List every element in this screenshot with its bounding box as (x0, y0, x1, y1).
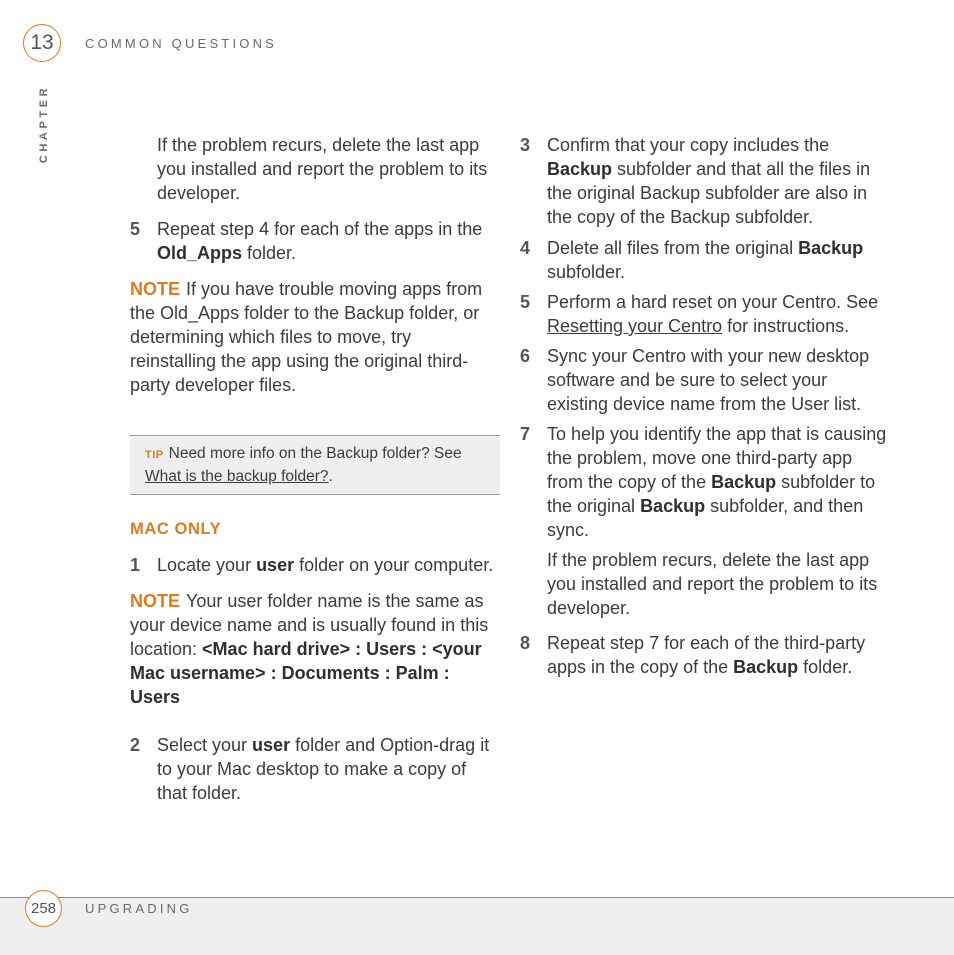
step-number: 3 (520, 135, 531, 155)
note-label: NOTE (130, 279, 181, 299)
left-column (130, 133, 500, 805)
chapter-number-badge: 13 (23, 24, 61, 62)
step-number: 5 (520, 292, 531, 312)
resetting-centro-link[interactable]: Resetting your Centro (547, 316, 723, 336)
step-4-delete-files: 4 Delete all files from the original Backup subfolder. (520, 238, 864, 282)
tip-label: TIP (145, 449, 164, 461)
note-trouble-moving: NOTE If you have trouble moving apps from the Old_Apps folder to the Backup folder, or determining which files to move, try reinstalling the app using the original third-party developer files. (130, 279, 483, 395)
step-number: 2 (130, 735, 141, 755)
step-6-sync: 6 Sync your Centro with your new desktop software and be sure to select your existing device name from the User list. (520, 346, 870, 414)
step-5-hard-reset: 5 Perform a hard reset on your Centro. See Resetting your Centro for instructions. (520, 292, 879, 336)
backup-folder-link[interactable]: What is the backup folder? (145, 468, 329, 485)
recur-paragraph: If the problem recurs, delete the last app you installed and report the problem to its developer. (547, 550, 878, 618)
step-8-repeat: 8 Repeat step 7 for each of the third-party apps in the copy of the Backup folder. (520, 633, 866, 677)
step-5-old-apps: 5 Repeat step 4 for each of the apps in the Old_Apps folder. (130, 219, 483, 263)
chapter-label: CHAPTER (38, 84, 50, 164)
step-1-locate-user: 1 Locate your user folder on your computer. (130, 555, 494, 575)
note-user-folder-location: NOTE Your user folder name is the same as your device name and is usually found in this location: <Mac hard drive> : Users : <your Mac username> : Documents : Palm : Users (130, 591, 489, 707)
step-number: 5 (130, 219, 141, 239)
step-number: 7 (520, 424, 531, 444)
footer-section-title: UPGRADING (85, 901, 193, 916)
step-number: 6 (520, 346, 531, 366)
step-number: 8 (520, 633, 531, 653)
running-head: COMMON QUESTIONS (85, 36, 278, 51)
step-number: 1 (130, 555, 141, 575)
step-number: 4 (520, 238, 531, 258)
step-7-identify-app: 7 To help you identify the app that is causing the problem, move one third-party app from the copy of the Backup subfolder to the original Backup subfolder, and then sync. (520, 424, 887, 540)
recur-paragraph: If the problem recurs, delete the last app you installed and report the problem to its developer. (157, 135, 488, 203)
tip-box: TIP Need more info on the Backup folder? See What is the backup folder?. (130, 435, 500, 495)
page-number-badge: 258 (25, 890, 62, 927)
note-label: NOTE (130, 591, 181, 611)
step-3-confirm-copy: 3 Confirm that your copy includes the Backup subfolder and that all the files in the original Backup subfolder are also in the copy of the Backup subfolder. (520, 135, 871, 227)
section-heading-mac-only: MAC ONLY (130, 520, 222, 538)
step-2-select-user: 2 Select your user folder and Option-drag it to your Mac desktop to make a copy of that folder. (130, 735, 490, 803)
right-column (520, 133, 890, 679)
